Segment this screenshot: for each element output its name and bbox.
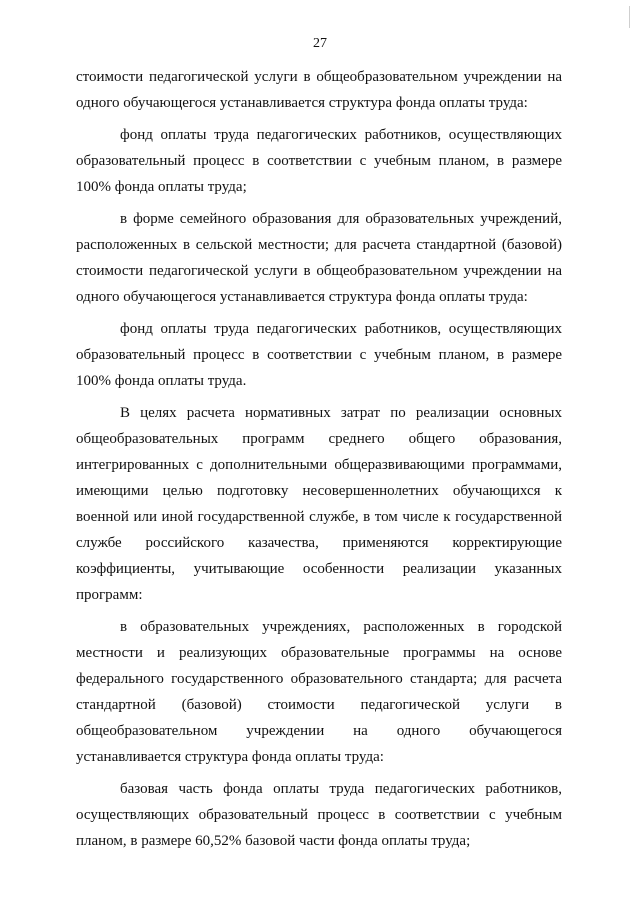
paragraph-urban-schools: в образовательных учреждениях, расположенных в городской местности и реализующих образовательные программы на основе федерального государственного образовательного стандарта; для расчета стандартной (базовой) стоимости педагогической услуги в общеобразовательном учреждении на одного обучающегося устанавливается структура фонда оплаты труда:	[76, 619, 562, 765]
paragraph-wage-fund-rural: фонд оплаты труда педагогических работников, осуществляющих образовательный процесс в соответствии с учебным планом, в размере 100% фонда оплаты труда;	[76, 127, 562, 195]
scan-edge-mark	[629, 6, 630, 28]
document-body	[76, 64, 562, 854]
paragraph-family-education: в форме семейного образования для образовательных учреждений, расположенных в сельской местности; для расчета стандартной (базовой) стоимости педагогической услуги в общеобразовательном учреждении на одного обучающегося устанавливается структура фонда оплаты труда:	[76, 211, 562, 305]
page-number: 27	[313, 36, 327, 51]
paragraph-continuation: стоимости педагогической услуги в общеобразовательном учреждении на одного обучающегося устанавливается структура фонда оплаты труда:	[76, 69, 562, 111]
paragraph-wage-fund-family: фонд оплаты труда педагогических работников, осуществляющих образовательный процесс в соответствии с учебным планом, в размере 100% фонда оплаты труда.	[76, 321, 562, 389]
paragraph-base-wage-share: базовая часть фонда оплаты труда педагогических работников, осуществляющих образовательный процесс в соответствии с учебным планом, в размере 60,52% базовой части фонда оплаты труда;	[76, 781, 562, 849]
paragraph-cossack-programs: В целях расчета нормативных затрат по реализации основных общеобразовательных программ среднего общего образования, интегрированных с дополнительными общеразвивающими программами, имеющими целью подготовку несовершеннолетних обучающихся к военной или иной государственной службе, в том числе к государственной службе российского казачества, применяются корректирующие коэффициенты, учитывающие особенности реализации указанных программ:	[76, 405, 562, 603]
